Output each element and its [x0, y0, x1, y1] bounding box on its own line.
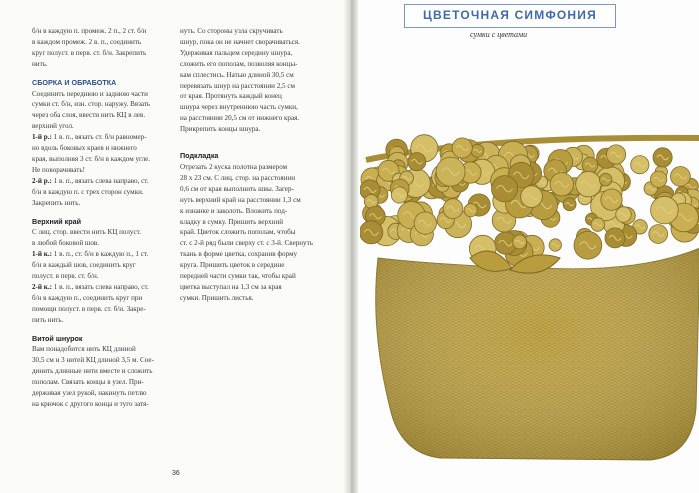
cord-line: на крючок с другого конца и туго затя-	[32, 400, 149, 408]
round-1-line: 1-й к.: 1 в. п., ст. б/н в каждую п., 1 ст.	[32, 250, 149, 259]
cord-heading: Витой шнурок	[32, 333, 83, 343]
lining-line: кладку в сумку. Пришить верхний	[180, 217, 284, 226]
top-edge-line: С лиц. стор. ввести нить КЦ полуст.	[32, 228, 141, 237]
cord-cont-line: шнур, пока он не начнет сворачиваться.	[180, 37, 300, 46]
intro-line: б/н в каждую п. промеж. 2 п., 2 ст. б/н	[32, 27, 147, 35]
round-2-line: б/н в каждую п., соединить круг при	[32, 293, 143, 302]
row-1-line: края, выполняя 3 ст. б/н в каждом угле.	[32, 154, 151, 163]
round-1-line: полуст. в перв. ст. б/н.	[32, 272, 99, 281]
crochet-bag-image	[360, 108, 699, 493]
lining-line: Отрезать 2 куска полотна размером	[180, 162, 288, 171]
ruffled-flower-cluster	[360, 135, 699, 267]
row-2-line: 2-й р.: 1 в. п., вязать слева направо, ст.	[32, 176, 149, 185]
lining-line: цветка выступал на 1,3 см за края	[180, 282, 282, 291]
lining-line: 28 x 23 см. С лиц. стор. на расстоянии	[180, 173, 295, 182]
lining-line: круга. Пришить цветок в середине	[180, 261, 285, 270]
lining-heading: Подкладка	[180, 151, 219, 161]
row-2-line: Закрепить нить.	[32, 198, 81, 207]
page-title: ЦВЕТОЧНАЯ СИМФОНИЯ	[423, 8, 597, 22]
round-2-line: помощи полуст. в перв. ст. б/н. Закре-	[32, 304, 146, 313]
lining-line: нуть верхний край на расстоянии 1,3 см	[180, 195, 301, 204]
cord-cont-line: Прикрепить концы шнура.	[180, 125, 261, 134]
lining-line: ст. с 2-й ряд были сверху ст. с 3-й. Свернуть	[180, 239, 313, 248]
intro-line: нить.	[32, 59, 48, 68]
cord-line: держивая узел рукой, накинуть петлю	[32, 389, 147, 398]
row-label: 1-й р.:	[32, 133, 52, 142]
cord-cont-line: шнура через внутреннюю часть сумки,	[180, 103, 298, 112]
round-2-line: 2-й к.: 1 в. п., вязать слева направо, ст.	[32, 282, 149, 291]
lining-line: край. Цветок сложить пополам, чтобы	[180, 228, 296, 237]
row-1-line: Не поворачивать!	[32, 165, 85, 174]
cord-cont-line: сложить его пополам, позволяя концы-	[180, 59, 298, 68]
top-edge-line: в любой боковой шов.	[32, 239, 100, 248]
assembly-line: верхний угол.	[32, 122, 74, 131]
intro-line: в каждом промеж. 2 в. п., соединить	[32, 37, 142, 46]
round-1-line: б/н в каждый шов, соединить круг	[32, 261, 136, 270]
assembly-line: Соединить переднюю и заднюю части	[32, 89, 148, 98]
cord-cont-line: нуть. Со стороны узла скручивать	[180, 27, 283, 35]
lining-line: 0,6 см от края выполнить швы. Загер-	[180, 184, 294, 193]
cord-line: динить длинные нити вместе и сложить	[32, 367, 153, 376]
row-2-line: б/н в каждую п. с трех сторон сумки.	[32, 187, 144, 196]
lining-line: к изнанке и заколоть. Вложить под-	[180, 206, 288, 215]
row-1-line: но вдоль боковых краев и нижнего	[32, 144, 137, 153]
cord-line: 30,5 см и 3 нитей КЦ длиной 3,5 м. Сое-	[32, 356, 154, 365]
cord-line: пополам. Связать концы в узел. При-	[32, 378, 144, 387]
assembly-line: сумки ст. б/н, изн. стор. наружу. Вязать	[32, 100, 151, 109]
book-spine	[344, 0, 358, 493]
top-edge-heading: Верхний край	[32, 216, 82, 226]
cord-line: Вам понадобится нить КЦ длиной	[32, 345, 136, 354]
row-1-line: 1-й р.: 1 в. п., вязать ст. б/н равномер-	[32, 133, 147, 142]
title-box	[404, 4, 616, 28]
round-label: 1-й к.:	[32, 250, 52, 259]
page-number: 36	[172, 470, 180, 477]
lining-line: ткань в форме цветка, сохранив форму	[180, 250, 297, 259]
cord-cont-line: кам сплестись. Натью длиной 30,5 см	[180, 70, 294, 79]
cord-cont-line: на расстоянии 20,5 см от нижнего края.	[180, 114, 300, 123]
assembly-heading: СБОРКА И ОБРАБОТКА	[32, 77, 117, 87]
cord-cont-line: перевязать шнур на расстоянии 2,5 см	[180, 81, 295, 90]
text-column-right	[180, 26, 332, 304]
lining-line: передней части сумки так, чтобы край	[180, 272, 296, 281]
round-2-line: пить нить.	[32, 315, 64, 324]
text-column-left	[32, 26, 174, 410]
round-label: 2-й к.:	[32, 282, 52, 291]
page-subtitle: сумки с цветами	[470, 30, 528, 39]
cord-cont-line: Удерживая пальцем середину шнура,	[180, 48, 293, 57]
cord-cont-line: от края. Протянуть каждый конец	[180, 92, 282, 101]
intro-line: круг полуст. в перв. ст. б/н. Закрепить	[32, 48, 147, 57]
assembly-line: через оба слоя, ввести нить КЦ в лев.	[32, 111, 146, 120]
row-label: 2-й р.:	[32, 176, 52, 185]
lining-line: сумки. Пришить листья.	[180, 293, 254, 302]
